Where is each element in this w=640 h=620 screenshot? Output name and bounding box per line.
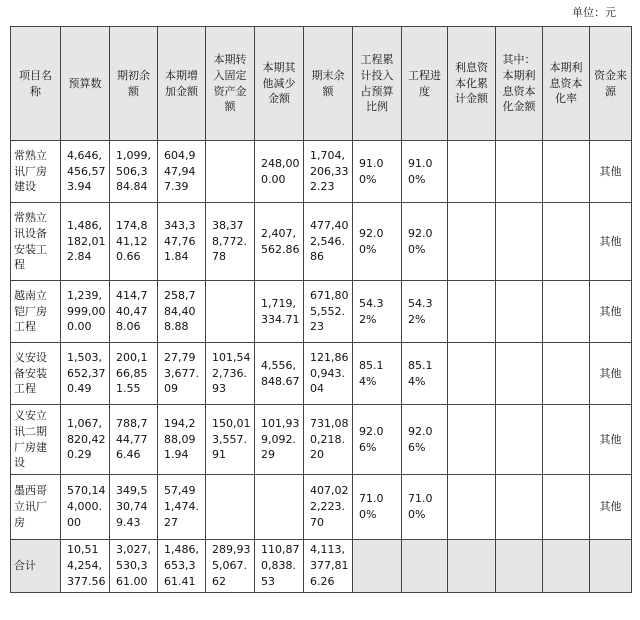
value-cell: 92.06% [353, 405, 402, 475]
column-header: 其中：本期利息资本化金额 [496, 27, 543, 141]
fund-source-cell: 其他 [590, 203, 632, 281]
value-cell: 248,000.00 [255, 141, 304, 203]
value-cell: 92.00% [402, 203, 448, 281]
value-cell [206, 475, 255, 540]
column-header: 本期转入固定资产金额 [206, 27, 255, 141]
value-cell: 1,099,506,384.84 [110, 141, 158, 203]
value-cell [255, 475, 304, 540]
value-cell [448, 281, 496, 343]
project-name-cell: 墨西哥立讯厂房 [11, 475, 61, 540]
value-cell: 174,841,120.66 [110, 203, 158, 281]
value-cell: 54.32% [353, 281, 402, 343]
value-cell: 194,288,091.94 [158, 405, 206, 475]
value-cell: 570,144,000.00 [61, 475, 110, 540]
value-cell: 407,022,223.70 [304, 475, 353, 540]
value-cell: 414,740,478.06 [110, 281, 158, 343]
table-row [11, 475, 632, 540]
value-cell: 349,530,749.43 [110, 475, 158, 540]
value-cell: 1,239,999,000.00 [61, 281, 110, 343]
project-name-cell: 常熟立讯设备安装工程 [11, 203, 61, 281]
table-row [11, 141, 632, 203]
fund-source-cell: 其他 [590, 141, 632, 203]
total-empty-cell [590, 540, 632, 593]
table-row [11, 343, 632, 405]
total-value-cell: 10,514,254,377.56 [61, 540, 110, 593]
project-name-cell: 义安设备安装工程 [11, 343, 61, 405]
value-cell: 1,503,652,370.49 [61, 343, 110, 405]
value-cell [496, 405, 543, 475]
project-name-cell: 越南立铠厂房工程 [11, 281, 61, 343]
value-cell [543, 343, 590, 405]
column-header: 本期增加金额 [158, 27, 206, 141]
column-header: 工程累计投入占预算比例 [353, 27, 402, 141]
column-header: 利息资本化累计金额 [448, 27, 496, 141]
value-cell: 71.00% [402, 475, 448, 540]
value-cell: 85.14% [402, 343, 448, 405]
total-value-cell: 4,113,377,816.26 [304, 540, 353, 593]
value-cell [543, 141, 590, 203]
value-cell: 477,402,546.86 [304, 203, 353, 281]
value-cell: 101,939,092.29 [255, 405, 304, 475]
total-value-cell: 110,870,838.53 [255, 540, 304, 593]
unit-label: 单位：元 [572, 6, 616, 19]
value-cell: 85.14% [353, 343, 402, 405]
value-cell: 150,013,557.91 [206, 405, 255, 475]
value-cell: 258,784,408.88 [158, 281, 206, 343]
table-row [11, 203, 632, 281]
column-header: 本期利息资本化率 [543, 27, 590, 141]
value-cell: 92.00% [353, 203, 402, 281]
total-value-cell: 1,486,653,361.41 [158, 540, 206, 593]
value-cell: 788,744,776.46 [110, 405, 158, 475]
value-cell: 731,080,218.20 [304, 405, 353, 475]
value-cell: 1,704,206,332.23 [304, 141, 353, 203]
value-cell: 1,719,334.71 [255, 281, 304, 343]
value-cell: 4,646,456,573.94 [61, 141, 110, 203]
total-value-cell: 289,935,067.62 [206, 540, 255, 593]
total-row [11, 540, 632, 593]
value-cell: 4,556,848.67 [255, 343, 304, 405]
value-cell: 91.00% [402, 141, 448, 203]
value-cell [496, 141, 543, 203]
value-cell: 2,407,562.86 [255, 203, 304, 281]
value-cell [543, 203, 590, 281]
value-cell: 38,378,772.78 [206, 203, 255, 281]
column-header: 资金来源 [590, 27, 632, 141]
value-cell: 92.06% [402, 405, 448, 475]
value-cell: 604,947,947.39 [158, 141, 206, 203]
total-empty-cell [496, 540, 543, 593]
fund-source-cell: 其他 [590, 475, 632, 540]
project-name-cell: 义安立讯二期厂房建设 [11, 405, 61, 475]
fund-source-cell: 其他 [590, 405, 632, 475]
column-header: 项目名称 [11, 27, 61, 141]
value-cell: 343,347,761.84 [158, 203, 206, 281]
value-cell: 200,166,851.55 [110, 343, 158, 405]
value-cell [496, 203, 543, 281]
value-cell: 101,542,736.93 [206, 343, 255, 405]
column-header: 期初余额 [110, 27, 158, 141]
value-cell [496, 343, 543, 405]
value-cell [448, 203, 496, 281]
fund-source-cell: 其他 [590, 281, 632, 343]
column-header: 预算数 [61, 27, 110, 141]
value-cell: 71.00% [353, 475, 402, 540]
value-cell: 57,491,474.27 [158, 475, 206, 540]
value-cell: 54.32% [402, 281, 448, 343]
value-cell [448, 141, 496, 203]
value-cell: 27,793,677.09 [158, 343, 206, 405]
total-label: 合计 [11, 540, 61, 593]
project-name-cell: 常熟立讯厂房建设 [11, 141, 61, 203]
value-cell: 121,860,943.04 [304, 343, 353, 405]
value-cell [496, 281, 543, 343]
total-empty-cell [353, 540, 402, 593]
value-cell: 91.00% [353, 141, 402, 203]
fund-source-cell: 其他 [590, 343, 632, 405]
value-cell: 671,805,552.23 [304, 281, 353, 343]
value-cell [448, 475, 496, 540]
column-header: 期末余额 [304, 27, 353, 141]
value-cell: 1,067,820,420.29 [61, 405, 110, 475]
value-cell [206, 141, 255, 203]
total-empty-cell [448, 540, 496, 593]
value-cell: 1,486,182,012.84 [61, 203, 110, 281]
table-row [11, 281, 632, 343]
value-cell [543, 475, 590, 540]
total-empty-cell [543, 540, 590, 593]
value-cell [496, 475, 543, 540]
column-header: 工程进度 [402, 27, 448, 141]
value-cell [448, 405, 496, 475]
value-cell [543, 405, 590, 475]
value-cell [206, 281, 255, 343]
construction-in-progress-table [10, 26, 632, 593]
value-cell [543, 281, 590, 343]
total-empty-cell [402, 540, 448, 593]
table-row [11, 405, 632, 475]
total-value-cell: 3,027,530,361.00 [110, 540, 158, 593]
column-header: 本期其他减少金额 [255, 27, 304, 141]
value-cell [448, 343, 496, 405]
